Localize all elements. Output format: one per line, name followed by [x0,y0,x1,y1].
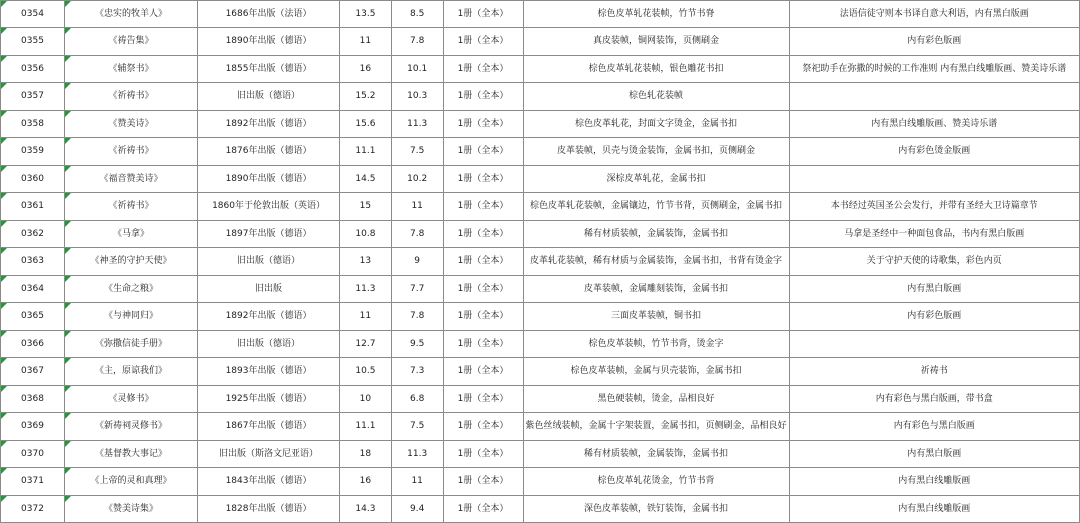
height-cell[interactable]: 13 [340,248,392,276]
volume-cell[interactable]: 1册（全本） [443,28,523,56]
title-cell[interactable]: 《上帝的灵和真理》 [64,468,197,496]
binding-cell[interactable]: 紫色丝绒装帧，金属十字架装置，金属书扣，页侧刷金，品相良好 [523,413,789,441]
height-cell[interactable]: 10 [340,386,392,413]
publication-cell[interactable]: 1843年出版（德语） [198,468,340,496]
height-cell[interactable]: 15.6 [340,111,392,138]
binding-cell[interactable]: 皮革装帧，金属雕刻装饰，金属书扣 [523,276,789,303]
height-cell[interactable]: 11.1 [340,413,392,441]
table-body [1,1,1080,523]
title-cell[interactable]: 《祈祷书》 [64,193,197,221]
table-row [1,496,1080,523]
width-cell[interactable]: 8.5 [391,1,443,28]
table-row [1,468,1080,496]
table-row [1,83,1080,111]
item-number-cell[interactable]: 0372 [1,496,65,523]
table-row [1,1,1080,28]
height-cell[interactable]: 16 [340,56,392,83]
volume-cell[interactable]: 1册（全本） [443,468,523,496]
binding-cell[interactable]: 棕色皮革轧花装帧，金属镶边，竹节书背，页侧刷金，金属书扣 [523,193,789,221]
notes-cell[interactable]: 内有黑白线雕版画 [789,496,1079,523]
publication-cell[interactable]: 1890年出版（德语） [198,28,340,56]
volume-cell[interactable]: 1册（全本） [443,413,523,441]
title-cell[interactable]: 《辅祭书》 [64,56,197,83]
volume-cell[interactable]: 1册（全本） [443,303,523,331]
volume-cell[interactable]: 1册（全本） [443,1,523,28]
table-row [1,413,1080,441]
item-number-cell[interactable]: 0360 [1,166,65,193]
binding-cell[interactable]: 深棕皮革轧花，金属书扣 [523,166,789,193]
volume-cell[interactable]: 1册（全本） [443,138,523,166]
title-cell[interactable]: 《基督教大事记》 [64,441,197,468]
volume-cell[interactable]: 1册（全本） [443,358,523,386]
table-row [1,193,1080,221]
height-cell[interactable]: 15.2 [340,83,392,111]
binding-cell[interactable]: 深色皮革装帧，铁钉装饰，金属书扣 [523,496,789,523]
publication-cell[interactable]: 旧出版（德语） [198,83,340,111]
volume-cell[interactable]: 1册（全本） [443,83,523,111]
item-number-cell[interactable]: 0359 [1,138,65,166]
height-cell[interactable]: 11 [340,28,392,56]
title-cell[interactable]: 《祷告集》 [64,28,197,56]
table-row [1,441,1080,468]
notes-cell[interactable]: 内有彩色与黑白版画，带书盒 [789,386,1079,413]
title-cell[interactable]: 《马拿》 [64,221,197,248]
title-cell[interactable]: 《神圣的守护天使》 [64,248,197,276]
publication-cell[interactable]: 1925年出版（德语） [198,386,340,413]
item-number-cell[interactable]: 0369 [1,413,65,441]
title-cell[interactable]: 《生命之粮》 [64,276,197,303]
height-cell[interactable]: 13.5 [340,1,392,28]
item-number-cell[interactable]: 0367 [1,358,65,386]
table-row [1,331,1080,358]
height-cell[interactable]: 14.5 [340,166,392,193]
volume-cell[interactable]: 1册（全本） [443,248,523,276]
width-cell[interactable]: 7.8 [391,303,443,331]
title-cell[interactable]: 《主，原谅我们》 [64,358,197,386]
table-row [1,276,1080,303]
title-cell[interactable]: 《祈祷书》 [64,138,197,166]
binding-cell[interactable]: 棕色皮革轧花装帧，竹节书脊 [523,1,789,28]
binding-cell[interactable]: 棕色皮革轧花装帧，银色雕花书扣 [523,56,789,83]
binding-cell[interactable]: 棕色皮革轧花烫金，竹节书背 [523,468,789,496]
table-row [1,166,1080,193]
volume-cell[interactable]: 1册（全本） [443,276,523,303]
publication-cell[interactable]: 1860年于伦敦出版（英语） [198,193,340,221]
volume-cell[interactable]: 1册（全本） [443,111,523,138]
width-cell[interactable]: 10.1 [391,56,443,83]
notes-cell[interactable]: 内有彩色版画 [789,303,1079,331]
width-cell[interactable]: 7.8 [391,221,443,248]
height-cell[interactable]: 10.8 [340,221,392,248]
width-cell[interactable]: 11 [391,193,443,221]
volume-cell[interactable]: 1册（全本） [443,221,523,248]
width-cell[interactable]: 9 [391,248,443,276]
height-cell[interactable]: 11.3 [340,276,392,303]
notes-cell[interactable]: 法语信徒守则本书译自意大利语，内有黑白版画 [789,1,1079,28]
volume-cell[interactable]: 1册（全本） [443,331,523,358]
height-cell[interactable]: 12.7 [340,331,392,358]
width-cell[interactable]: 7.5 [391,413,443,441]
height-cell[interactable]: 18 [340,441,392,468]
notes-cell[interactable]: 关于守护天使的诗歌集，彩色内页 [789,248,1079,276]
table-row [1,358,1080,386]
notes-cell[interactable]: 内有彩色烫金版画 [789,138,1079,166]
width-cell[interactable]: 11.3 [391,441,443,468]
title-cell[interactable]: 《与神同归》 [64,303,197,331]
width-cell[interactable]: 6.8 [391,386,443,413]
publication-cell[interactable]: 旧出版（斯洛文尼亚语） [198,441,340,468]
notes-cell[interactable] [789,83,1079,111]
binding-cell[interactable]: 棕色皮革装帧，金属与贝壳装饰，金属书扣 [523,358,789,386]
item-number-cell[interactable]: 0363 [1,248,65,276]
notes-cell[interactable]: 内有黑白版画 [789,276,1079,303]
title-cell[interactable]: 《赞美诗》 [64,111,197,138]
binding-cell[interactable]: 棕色皮革装帧，竹节书背，烫金字 [523,331,789,358]
binding-cell[interactable]: 稀有材质装帧，金属装饰，金属书扣 [523,221,789,248]
binding-cell[interactable]: 皮革轧花装帧，稀有材质与金属装饰，金属书扣，书背有烫金字 [523,248,789,276]
height-cell[interactable]: 16 [340,468,392,496]
width-cell[interactable]: 7.5 [391,138,443,166]
table-row [1,248,1080,276]
height-cell[interactable]: 10.5 [340,358,392,386]
width-cell[interactable]: 10.3 [391,83,443,111]
volume-cell[interactable]: 1册（全本） [443,496,523,523]
table-row [1,221,1080,248]
width-cell[interactable]: 11.3 [391,111,443,138]
width-cell[interactable]: 11 [391,468,443,496]
width-cell[interactable]: 9.4 [391,496,443,523]
publication-cell[interactable]: 1890年出版（德语） [198,166,340,193]
volume-cell[interactable]: 1册（全本） [443,166,523,193]
binding-cell[interactable]: 三面皮革装帧，铜书扣 [523,303,789,331]
binding-cell[interactable]: 皮革装帧，贝壳与烫金装饰，金属书扣，页侧刷金 [523,138,789,166]
notes-cell[interactable]: 祈祷书 [789,358,1079,386]
publication-cell[interactable]: 1897年出版（德语） [198,221,340,248]
width-cell[interactable]: 9.5 [391,331,443,358]
notes-cell[interactable]: 内有黑白版画 [789,441,1079,468]
height-cell[interactable]: 14.3 [340,496,392,523]
item-number-cell[interactable]: 0366 [1,331,65,358]
notes-cell[interactable]: 马拿是圣经中一种面包食品，书内有黑白版画 [789,221,1079,248]
item-number-cell[interactable]: 0354 [1,1,65,28]
binding-cell[interactable]: 黑色硬装帧，烫金，品相良好 [523,386,789,413]
item-number-cell[interactable]: 0355 [1,28,65,56]
publication-cell[interactable]: 1893年出版（德语） [198,358,340,386]
publication-cell[interactable]: 旧出版 [198,276,340,303]
title-cell[interactable]: 《赞美诗集》 [64,496,197,523]
volume-cell[interactable]: 1册（全本） [443,441,523,468]
title-cell[interactable]: 《福音赞美诗》 [64,166,197,193]
table-row [1,303,1080,331]
table-row [1,138,1080,166]
height-cell[interactable]: 15 [340,193,392,221]
item-number-cell[interactable]: 0364 [1,276,65,303]
notes-cell[interactable]: 祭祀助手在弥撒的时候的工作准则 内有黑白线雕版画、赞美诗乐谱 [789,56,1079,83]
title-cell[interactable]: 《新祷祠灵修书》 [64,413,197,441]
table-row [1,56,1080,83]
volume-cell[interactable]: 1册（全本） [443,56,523,83]
item-number-cell[interactable]: 0368 [1,386,65,413]
notes-cell[interactable]: 本书经过英国圣公会发行，并带有圣经大卫诗篇章节 [789,193,1079,221]
title-cell[interactable]: 《弥撒信徒手册》 [64,331,197,358]
item-number-cell[interactable]: 0365 [1,303,65,331]
item-number-cell[interactable]: 0370 [1,441,65,468]
table-row [1,386,1080,413]
notes-cell[interactable]: 内有黑白线雕版画 [789,468,1079,496]
title-cell[interactable]: 《灵修书》 [64,386,197,413]
publication-cell[interactable]: 旧出版（德语） [198,331,340,358]
width-cell[interactable]: 7.7 [391,276,443,303]
table-row [1,111,1080,138]
notes-cell[interactable]: 内有黑白线雕版画、赞美诗乐谱 [789,111,1079,138]
notes-cell[interactable] [789,166,1079,193]
item-number-cell[interactable]: 0356 [1,56,65,83]
height-cell[interactable]: 11 [340,303,392,331]
notes-cell[interactable]: 内有彩色版画 [789,28,1079,56]
width-cell[interactable]: 7.3 [391,358,443,386]
item-number-cell[interactable]: 0362 [1,221,65,248]
publication-cell[interactable]: 旧出版（德语） [198,248,340,276]
title-cell[interactable]: 《忠实的牧羊人》 [64,1,197,28]
height-cell[interactable]: 11.1 [340,138,392,166]
publication-cell[interactable]: 1855年出版（德语） [198,56,340,83]
publication-cell[interactable]: 1892年出版（德语） [198,111,340,138]
title-cell[interactable]: 《祈祷书》 [64,83,197,111]
volume-cell[interactable]: 1册（全本） [443,193,523,221]
width-cell[interactable]: 7.8 [391,28,443,56]
notes-cell[interactable]: 内有彩色与黑白版画 [789,413,1079,441]
width-cell[interactable]: 10.2 [391,166,443,193]
notes-cell[interactable] [789,331,1079,358]
item-number-cell[interactable]: 0358 [1,111,65,138]
publication-cell[interactable]: 1828年出版（德语） [198,496,340,523]
item-number-cell[interactable]: 0361 [1,193,65,221]
binding-cell[interactable]: 棕色皮革轧花，封面文字烫金，金属书扣 [523,111,789,138]
publication-cell[interactable]: 1686年出版（法语） [198,1,340,28]
item-number-cell[interactable]: 0357 [1,83,65,111]
item-number-cell[interactable]: 0371 [1,468,65,496]
volume-cell[interactable]: 1册（全本） [443,386,523,413]
table-row [1,28,1080,56]
publication-cell[interactable]: 1892年出版（德语） [198,303,340,331]
publication-cell[interactable]: 1876年出版（德语） [198,138,340,166]
binding-cell[interactable]: 稀有材质装帧，金属装饰，金属书扣 [523,441,789,468]
binding-cell[interactable]: 棕色轧花装帧 [523,83,789,111]
binding-cell[interactable]: 真皮装帧，铜网装饰，页侧刷金 [523,28,789,56]
publication-cell[interactable]: 1867年出版（德语） [198,413,340,441]
